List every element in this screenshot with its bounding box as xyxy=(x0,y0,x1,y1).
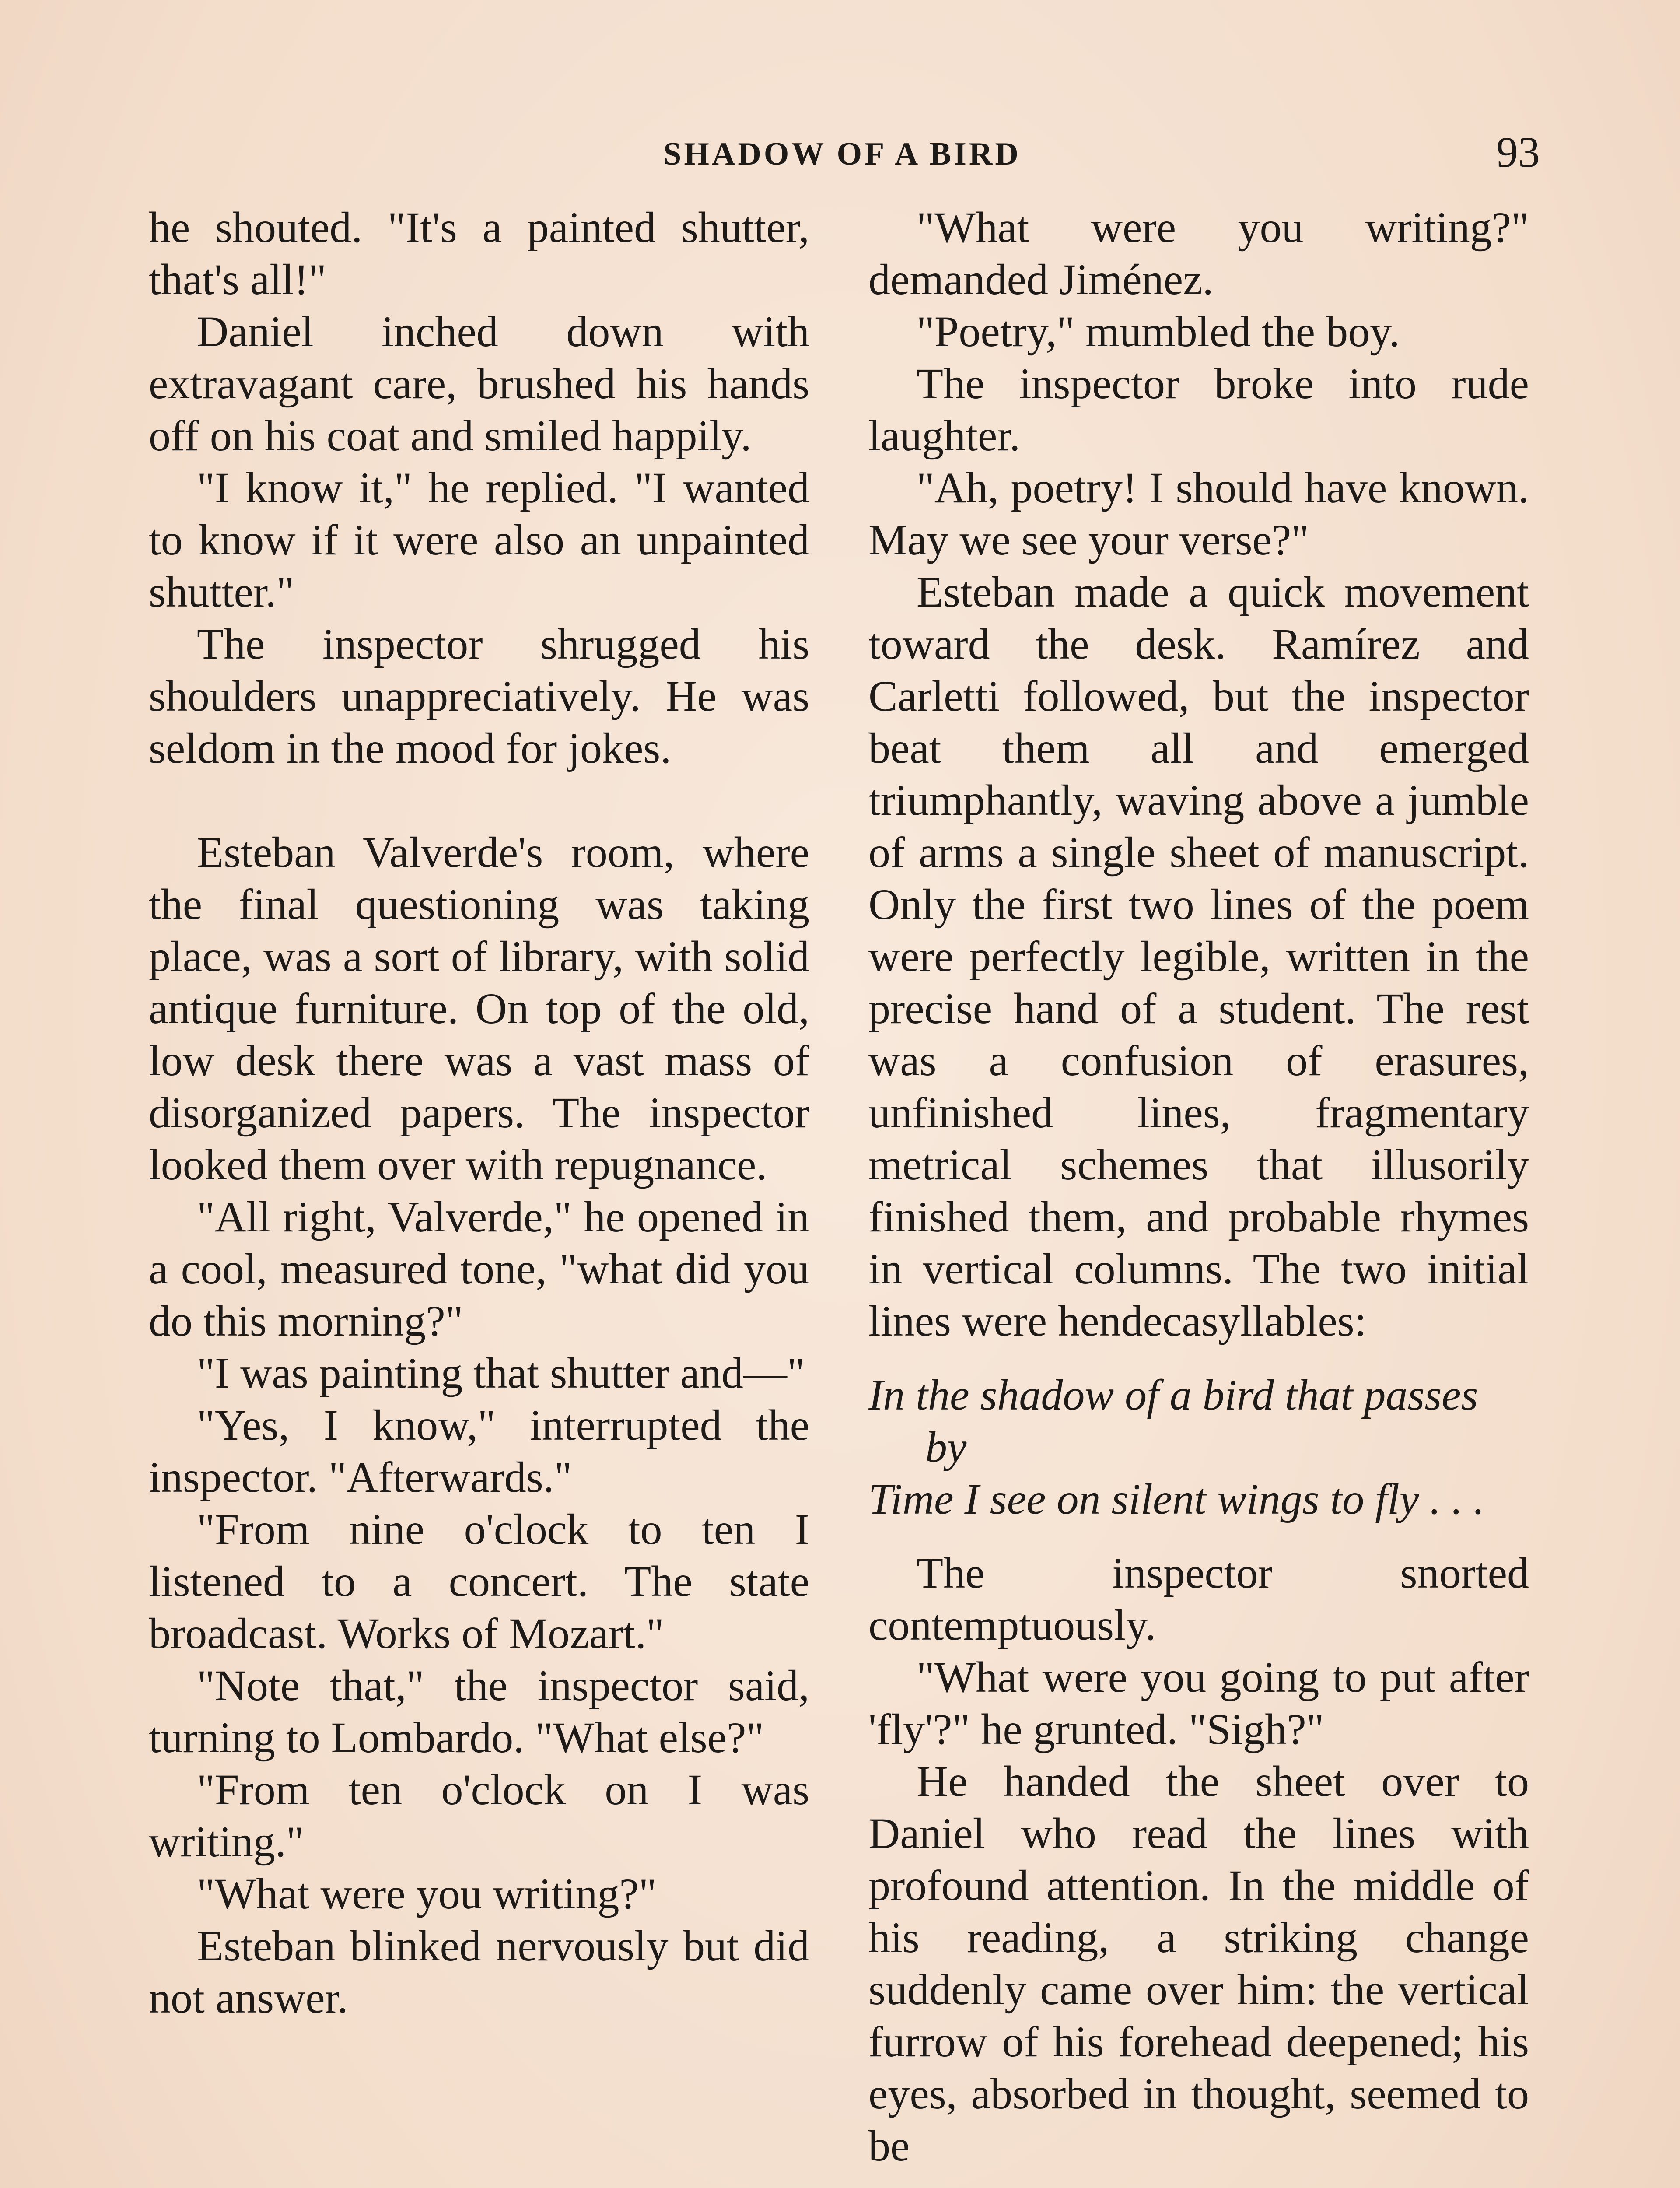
paragraph: "I know it," he replied. "I wanted to know if it were also an unpainted shutter." xyxy=(149,463,809,616)
paragraph: Esteban made a quick movement toward the desk. Ramírez and Carletti followed, but the inspector beat them all and emerged triumphantly, waving above a jumble of arms a single sheet of manuscript. Only the first two lines of the poem were perfectly legible, written in the precise hand of a student. The rest was a confusion of erasures, unfinished lines, fragmentary metrical schemes that illusorily finished them, and probable rhymes in vertical columns. The two initial lines were hendecasyllables: xyxy=(868,568,1529,1345)
poem-line: In the shadow of a bird that passes by xyxy=(868,1371,1478,1471)
paragraph: He handed the sheet over to Daniel who read the lines with profound attention. In the middle of his reading, a striking change suddenly came over him: the vertical furrow of his forehead deepened; his eyes, absorbed in thought, seemed to be xyxy=(868,1757,1529,2170)
paragraph: he shouted. "It's a painted shutter, that's all!" xyxy=(149,203,809,304)
paragraph: "What were you writing?" demanded Jiménez. xyxy=(868,203,1529,304)
poem-line: Time I see on silent wings to fly . . . xyxy=(868,1475,1485,1523)
poem-excerpt xyxy=(868,1369,1529,1525)
paragraph: The inspector shrugged his shoulders unappreciatively. He was seldom in the mood for jokes. xyxy=(149,620,809,772)
page-number: 93 xyxy=(1496,128,1540,176)
paragraph: Esteban blinked nervously but did not answer. xyxy=(149,1922,809,2022)
paragraph: "Note that," the inspector said, turning to Lombardo. "What else?" xyxy=(149,1661,809,1762)
paragraph: "Yes, I know," interrupted the inspector. "Afterwards." xyxy=(149,1401,809,1501)
paragraph: The inspector snorted contemptuously. xyxy=(868,1549,1529,1649)
paragraph: "From nine o'clock to ten I listened to a concert. The state broadcast. Works of Mozart." xyxy=(149,1505,809,1658)
right-column xyxy=(868,201,1529,2172)
paragraph: "I was painting that shutter and—" xyxy=(197,1349,805,1397)
running-title: SHADOW OF A BIRD xyxy=(663,136,1021,172)
paragraph: "What were you going to put after 'fly'?" he grunted. "Sigh?" xyxy=(868,1653,1529,1753)
paragraph: Daniel inched down with extravagant care, brushed his hands off on his coat and smiled happily. xyxy=(149,307,809,460)
paragraph: Esteban Valverde's room, where the final questioning was taking place, was a sort of library, with solid antique furniture. On top of the old, low desk there was a vast mass of disorganized papers. The inspector looked them over with repugnance. xyxy=(149,828,809,1189)
paragraph: "Ah, poetry! I should have known. May we see your verse?" xyxy=(868,463,1529,564)
section-break xyxy=(149,774,809,826)
left-column xyxy=(149,201,809,2024)
paragraph: The inspector broke into rude laughter. xyxy=(868,359,1529,460)
paragraph: "From ten o'clock on I was writing." xyxy=(149,1765,809,1866)
paragraph: "All right, Valverde," he opened in a cool, measured tone, "what did you do this morning?" xyxy=(149,1192,809,1345)
page-header xyxy=(144,127,1540,193)
paragraph: "Poetry," mumbled the boy. xyxy=(917,307,1400,356)
paragraph: "What were you writing?" xyxy=(197,1869,657,1918)
